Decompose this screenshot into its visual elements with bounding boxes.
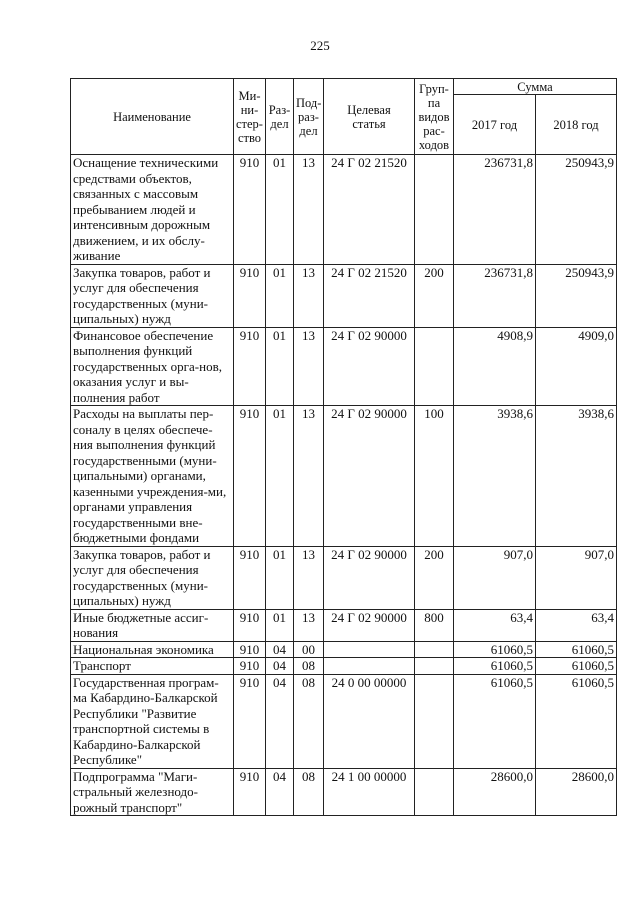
page-number: 225 [310,38,330,53]
row-section: 01 [266,327,294,406]
row-name: Транспорт [71,658,234,675]
row-subsection: 13 [294,406,324,547]
row-sum-2017: 3938,6 [454,406,536,547]
row-name: Закупка товаров, работ и услуг для обеспечения государственных (муни-ципальных) нужд [71,264,234,327]
row-sum-2017: 4908,9 [454,327,536,406]
row-section: 04 [266,641,294,658]
row-subsection: 00 [294,641,324,658]
row-ministry: 910 [234,674,266,768]
row-sum-2018: 28600,0 [536,768,617,816]
row-ministry: 910 [234,641,266,658]
row-sum-2018: 63,4 [536,609,617,641]
header-subsection: Под- раз- дел [294,79,324,155]
header-section: Раз- дел [266,79,294,155]
row-sum-2017: 28600,0 [454,768,536,816]
row-name: Подпрограмма "Маги-стральный железнодо-рожный транспорт" [71,768,234,816]
header-year-2018: 2018 год [536,95,617,155]
row-group: 100 [415,406,454,547]
row-ministry: 910 [234,406,266,547]
row-subsection: 08 [294,768,324,816]
row-subsection: 13 [294,609,324,641]
table-row [71,406,617,547]
row-group: 800 [415,609,454,641]
row-target: 24 Г 02 21520 [324,155,415,265]
row-ministry: 910 [234,327,266,406]
row-target [324,658,415,675]
row-subsection: 13 [294,264,324,327]
row-sum-2018: 4909,0 [536,327,617,406]
row-target: 24 Г 02 90000 [324,546,415,609]
row-sum-2018: 61060,5 [536,674,617,768]
header-target: Целевая статья [324,79,415,155]
row-group: 200 [415,546,454,609]
row-target: 24 Г 02 21520 [324,264,415,327]
table-row [71,641,617,658]
row-sum-2017: 61060,5 [454,674,536,768]
row-section: 01 [266,546,294,609]
header-year-2017: 2017 год [454,95,536,155]
table-row [71,609,617,641]
row-target [324,641,415,658]
row-target: 24 Г 02 90000 [324,327,415,406]
row-ministry: 910 [234,609,266,641]
row-ministry: 910 [234,658,266,675]
row-name: Финансовое обеспечение выполнения функций государственных орга-нов, оказания услуг и вы-полнения работ [71,327,234,406]
header-group: Груп- па видов рас- ходов [415,79,454,155]
row-sum-2017: 236731,8 [454,155,536,265]
table-row [71,658,617,675]
row-sum-2018: 61060,5 [536,658,617,675]
row-name: Иные бюджетные ассиг-нования [71,609,234,641]
table-row [71,768,617,816]
row-section: 01 [266,406,294,547]
row-subsection: 08 [294,674,324,768]
row-ministry: 910 [234,546,266,609]
table-row [71,674,617,768]
table-row [71,264,617,327]
row-subsection: 13 [294,546,324,609]
row-ministry: 910 [234,264,266,327]
row-section: 04 [266,674,294,768]
table-row [71,155,617,265]
row-group: 200 [415,264,454,327]
header-name: Наименование [71,79,234,155]
row-sum-2017: 236731,8 [454,264,536,327]
row-name: Национальная экономика [71,641,234,658]
row-sum-2018: 250943,9 [536,264,617,327]
row-sum-2017: 61060,5 [454,641,536,658]
row-ministry: 910 [234,768,266,816]
header-ministry: Ми- ни- стер- ство [234,79,266,155]
row-name: Расходы на выплаты пер-соналу в целях обеспече-ния выполнения функций государственными (муни-ципальными) органами, казенными учреждения-ми, органами управления государственными вне-бюджетными фондами [71,406,234,547]
row-name: Государственная програм-ма Кабардино-Балкарской Республики "Развитие транспортной системы в Кабардино-Балкарской Республике" [71,674,234,768]
header-sum: Сумма [454,79,617,95]
row-target: 24 Г 02 90000 [324,609,415,641]
table-body [71,155,617,816]
row-subsection: 13 [294,327,324,406]
row-name: Закупка товаров, работ и услуг для обеспечения государственных (муни-ципальных) нужд [71,546,234,609]
row-group [415,155,454,265]
row-section: 01 [266,155,294,265]
row-section: 01 [266,609,294,641]
row-name: Оснащение техническими средствами объектов, связанных с массовым пребыванием людей и интенсивным дорожным движением, и их обслу-живание [71,155,234,265]
row-group [415,641,454,658]
row-sum-2018: 3938,6 [536,406,617,547]
table-row [71,546,617,609]
row-group [415,658,454,675]
row-target: 24 Г 02 90000 [324,406,415,547]
row-subsection: 08 [294,658,324,675]
row-sum-2017: 63,4 [454,609,536,641]
row-sum-2018: 907,0 [536,546,617,609]
row-section: 04 [266,768,294,816]
table-row [71,327,617,406]
row-section: 01 [266,264,294,327]
row-ministry: 910 [234,155,266,265]
row-group [415,674,454,768]
row-subsection: 13 [294,155,324,265]
row-sum-2017: 61060,5 [454,658,536,675]
row-target: 24 1 00 00000 [324,768,415,816]
row-section: 04 [266,658,294,675]
row-group [415,327,454,406]
row-sum-2018: 250943,9 [536,155,617,265]
row-sum-2018: 61060,5 [536,641,617,658]
row-target: 24 0 00 00000 [324,674,415,768]
budget-table [70,78,617,816]
row-group [415,768,454,816]
row-sum-2017: 907,0 [454,546,536,609]
